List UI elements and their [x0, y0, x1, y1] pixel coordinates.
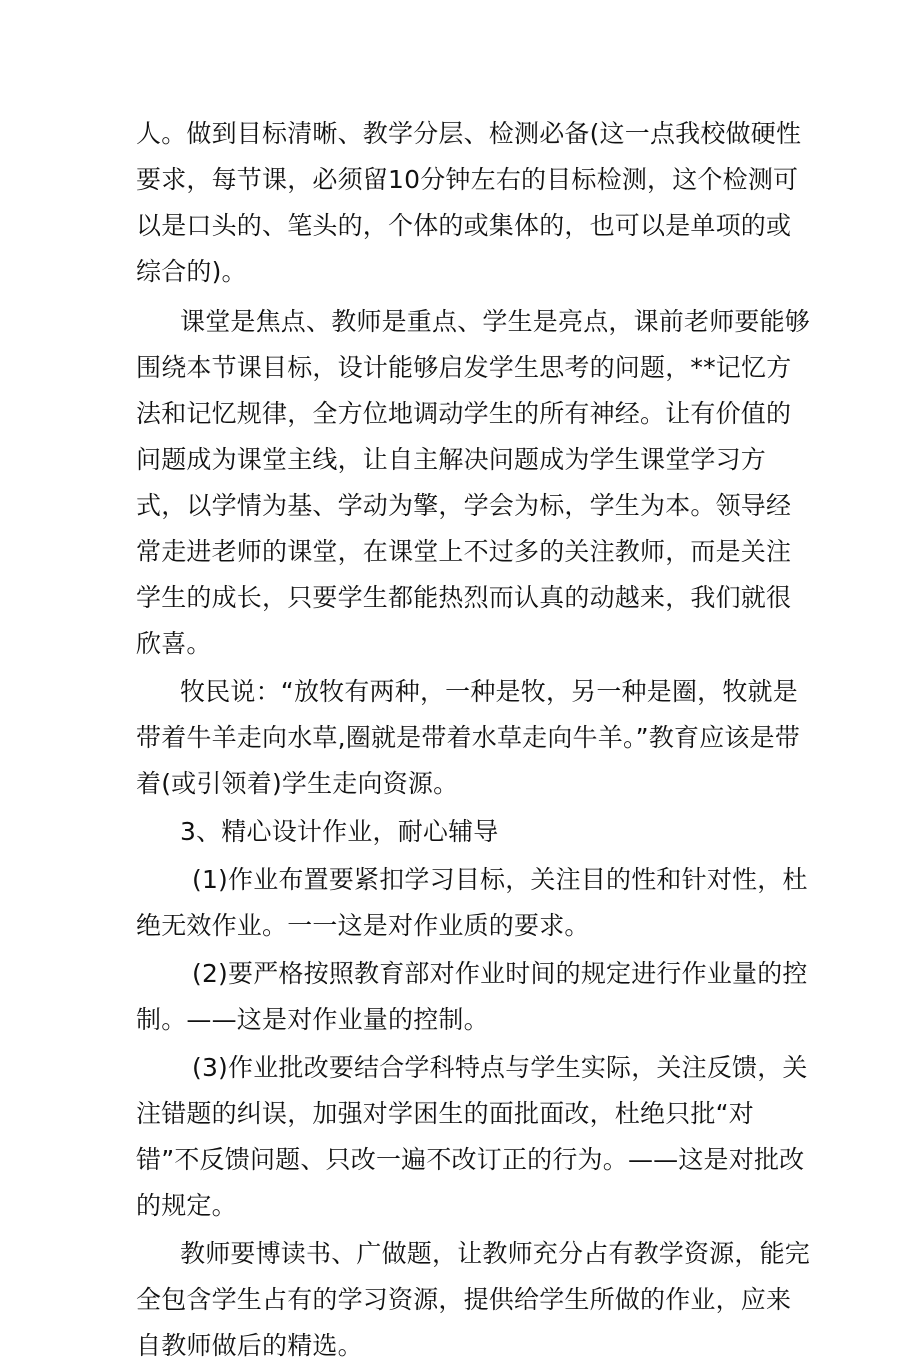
paragraph-classroom-focus: 课堂是焦点、教师是重点、学生是亮点，课前老师要能够围绕本节课目标，设计能够启发学生思考的问题，**记忆方法和记忆规律，全方位地调动学生的所有神经。让有价值的问题成为课堂主线，让自主解决问题成为学生课堂学习方式，以学情为基、学动为擎，学会为标，学生为本。领导经常走进老师的课堂，在课堂上不过多的关注教师，而是关注学生的成长，只要学生都能热烈而认真的动越来，我们就很欣喜。	[136, 307, 811, 658]
paragraph-teacher-reading: 教师要博读书、广做题，让教师充分占有教学资源，能完全包含学生占有的学习资源，提供给学生所做的作业，应来自教师做后的精选。	[136, 1239, 811, 1360]
paragraph-continuation: 人。做到目标清晰、教学分层、检测必备(这一点我校做硬性要求，每节课，必须留10分钟左右的目标检测，这个检测可以是口头的、笔头的，个体的或集体的，也可以是单项的或综合的)。	[136, 119, 802, 286]
list-item-homework-3: (3)作业批改要结合学科特点与学生实际，关注反馈，关注错题的纠误，加强对学困生的面批面改，杜绝只批“对错”不反馈问题、只改一遍不改订正的行为。——这是对批改的规定。	[136, 1053, 808, 1220]
list-item-homework-1: (1)作业布置要紧扣学习目标，关注目的性和针对性，杜绝无效作业。一一这是对作业质的要求。	[136, 865, 808, 940]
list-item-homework-2: (2)要严格按照教育部对作业时间的规定进行作业量的控制。——这是对作业量的控制。	[136, 959, 808, 1034]
section-heading-homework: 3、精心设计作业，耐心辅导	[180, 817, 499, 846]
paragraph-herdsman-quote: 牧民说：“放牧有两种，一种是牧，另一种是圈，牧就是带着牛羊走向水草,圈就是带着水草走向牛羊。”教育应该是带着(或引领着)学生走向资源。	[136, 677, 801, 798]
document-body	[136, 111, 812, 1369]
